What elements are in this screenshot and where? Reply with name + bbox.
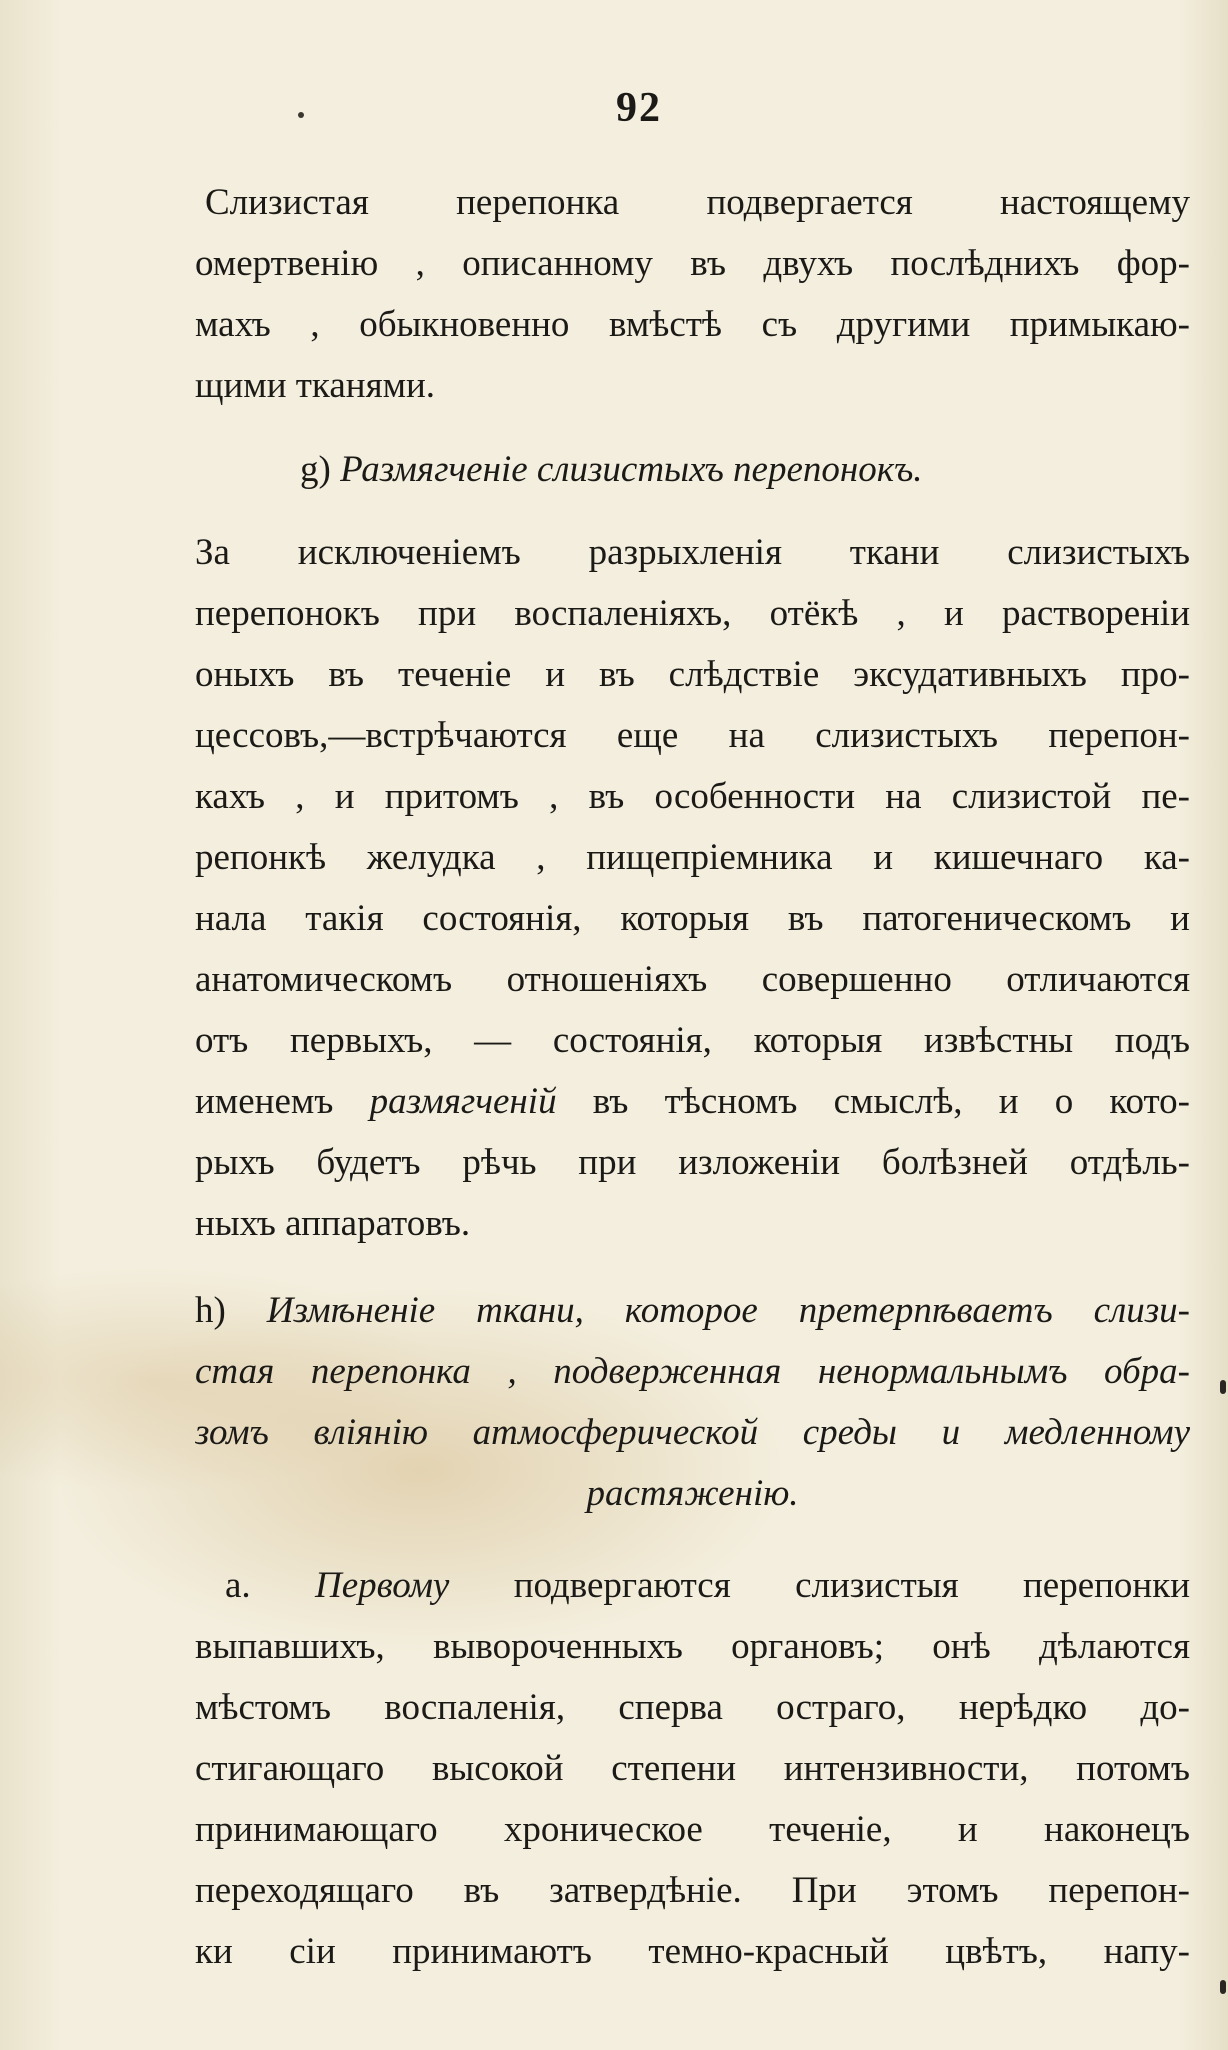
text-line	[195, 1555, 1190, 1616]
heading-line: стая перепонка , подверженная ненормальнымъ обра-	[195, 1351, 1190, 1392]
text-line: рыхъ будетъ рѣчь при изложеніи болѣзней отдѣль-	[195, 1142, 1190, 1183]
italic-term: Первому	[315, 1565, 450, 1606]
section-title: Размягченіе слизистыхъ перепонокъ.	[340, 449, 923, 490]
text-line: омертвенію , описанному въ двухъ послѣднихъ фор-	[195, 243, 1190, 284]
text-line: щими тканями.	[195, 365, 436, 406]
page-number: 92	[616, 85, 662, 131]
section-letter: g)	[300, 449, 331, 490]
text-line: репонкѣ желудка , пищепріемника и кишечнаго ка-	[195, 837, 1190, 878]
text-line: оныхъ въ теченіе и въ слѣдствіе эксудативныхъ про-	[195, 654, 1190, 695]
paragraph-1	[195, 172, 1190, 416]
text-line: ки сіи принимаютъ темно-красный цвѣтъ, напу-	[195, 1931, 1190, 1972]
text-line: отъ первыхъ, — состоянія, которыя извѣстны подъ	[195, 1020, 1190, 1061]
text-fragment: а.	[225, 1565, 316, 1606]
heading-line	[195, 1280, 1190, 1341]
margin-mark	[1220, 1380, 1226, 1394]
section-heading-g	[300, 448, 923, 491]
text-line: махъ , обыкновенно вмѣстѣ съ другими примыкаю-	[195, 304, 1190, 345]
text-fragment: именемъ	[195, 1081, 370, 1122]
text-line: кахъ , и притомъ , въ особенности на слизистой пе-	[195, 776, 1190, 817]
text-line: нала такія состоянія, которыя въ патогеническомъ и	[195, 898, 1190, 939]
paragraph-3	[195, 1555, 1190, 1982]
text-fragment: подвергаются слизистыя перепонки	[449, 1565, 1190, 1606]
section-heading-h	[195, 1280, 1190, 1524]
section-title: Измѣненіе ткани, которое претерпѣваетъ слизи-	[266, 1290, 1190, 1331]
text-line	[195, 1071, 1190, 1132]
text-line: цессовъ,—встрѣчаются еще на слизистыхъ перепон-	[195, 715, 1190, 756]
heading-line: растяженію.	[586, 1473, 799, 1514]
text-line: Слизистая перепонка подвергается настоящему	[205, 182, 1190, 223]
text-line: стигающаго высокой степени интензивности, потомъ	[195, 1748, 1190, 1789]
italic-term: размягченій	[369, 1081, 557, 1122]
text-line: анатомическомъ отношеніяхъ совершенно отличаются	[195, 959, 1190, 1000]
text-line: перепонокъ при воспаленіяхъ, отёкѣ , и раствореніи	[195, 593, 1190, 634]
text-line: переходящаго въ затвердѣніе. При этомъ перепон-	[195, 1870, 1190, 1911]
text-line: ныхъ аппаратовъ.	[195, 1203, 471, 1244]
section-letter: h)	[195, 1290, 226, 1331]
text-line: мѣстомъ воспаленія, сперва остраго, нерѣдко до-	[195, 1687, 1190, 1728]
margin-mark	[1220, 1980, 1226, 1994]
text-line: За исключеніемъ разрыхленія ткани слизистыхъ	[195, 532, 1190, 573]
text-line: выпавшихъ, вывороченныхъ органовъ; онѣ дѣлаются	[195, 1626, 1190, 1667]
text-fragment: въ тѣсномъ смыслѣ, и о кото-	[556, 1081, 1190, 1122]
paragraph-2	[195, 522, 1190, 1254]
text-line: принимающаго хроническое теченіе, и наконецъ	[195, 1809, 1190, 1850]
heading-line: зомъ вліянію атмосферической среды и медленному	[195, 1412, 1190, 1453]
